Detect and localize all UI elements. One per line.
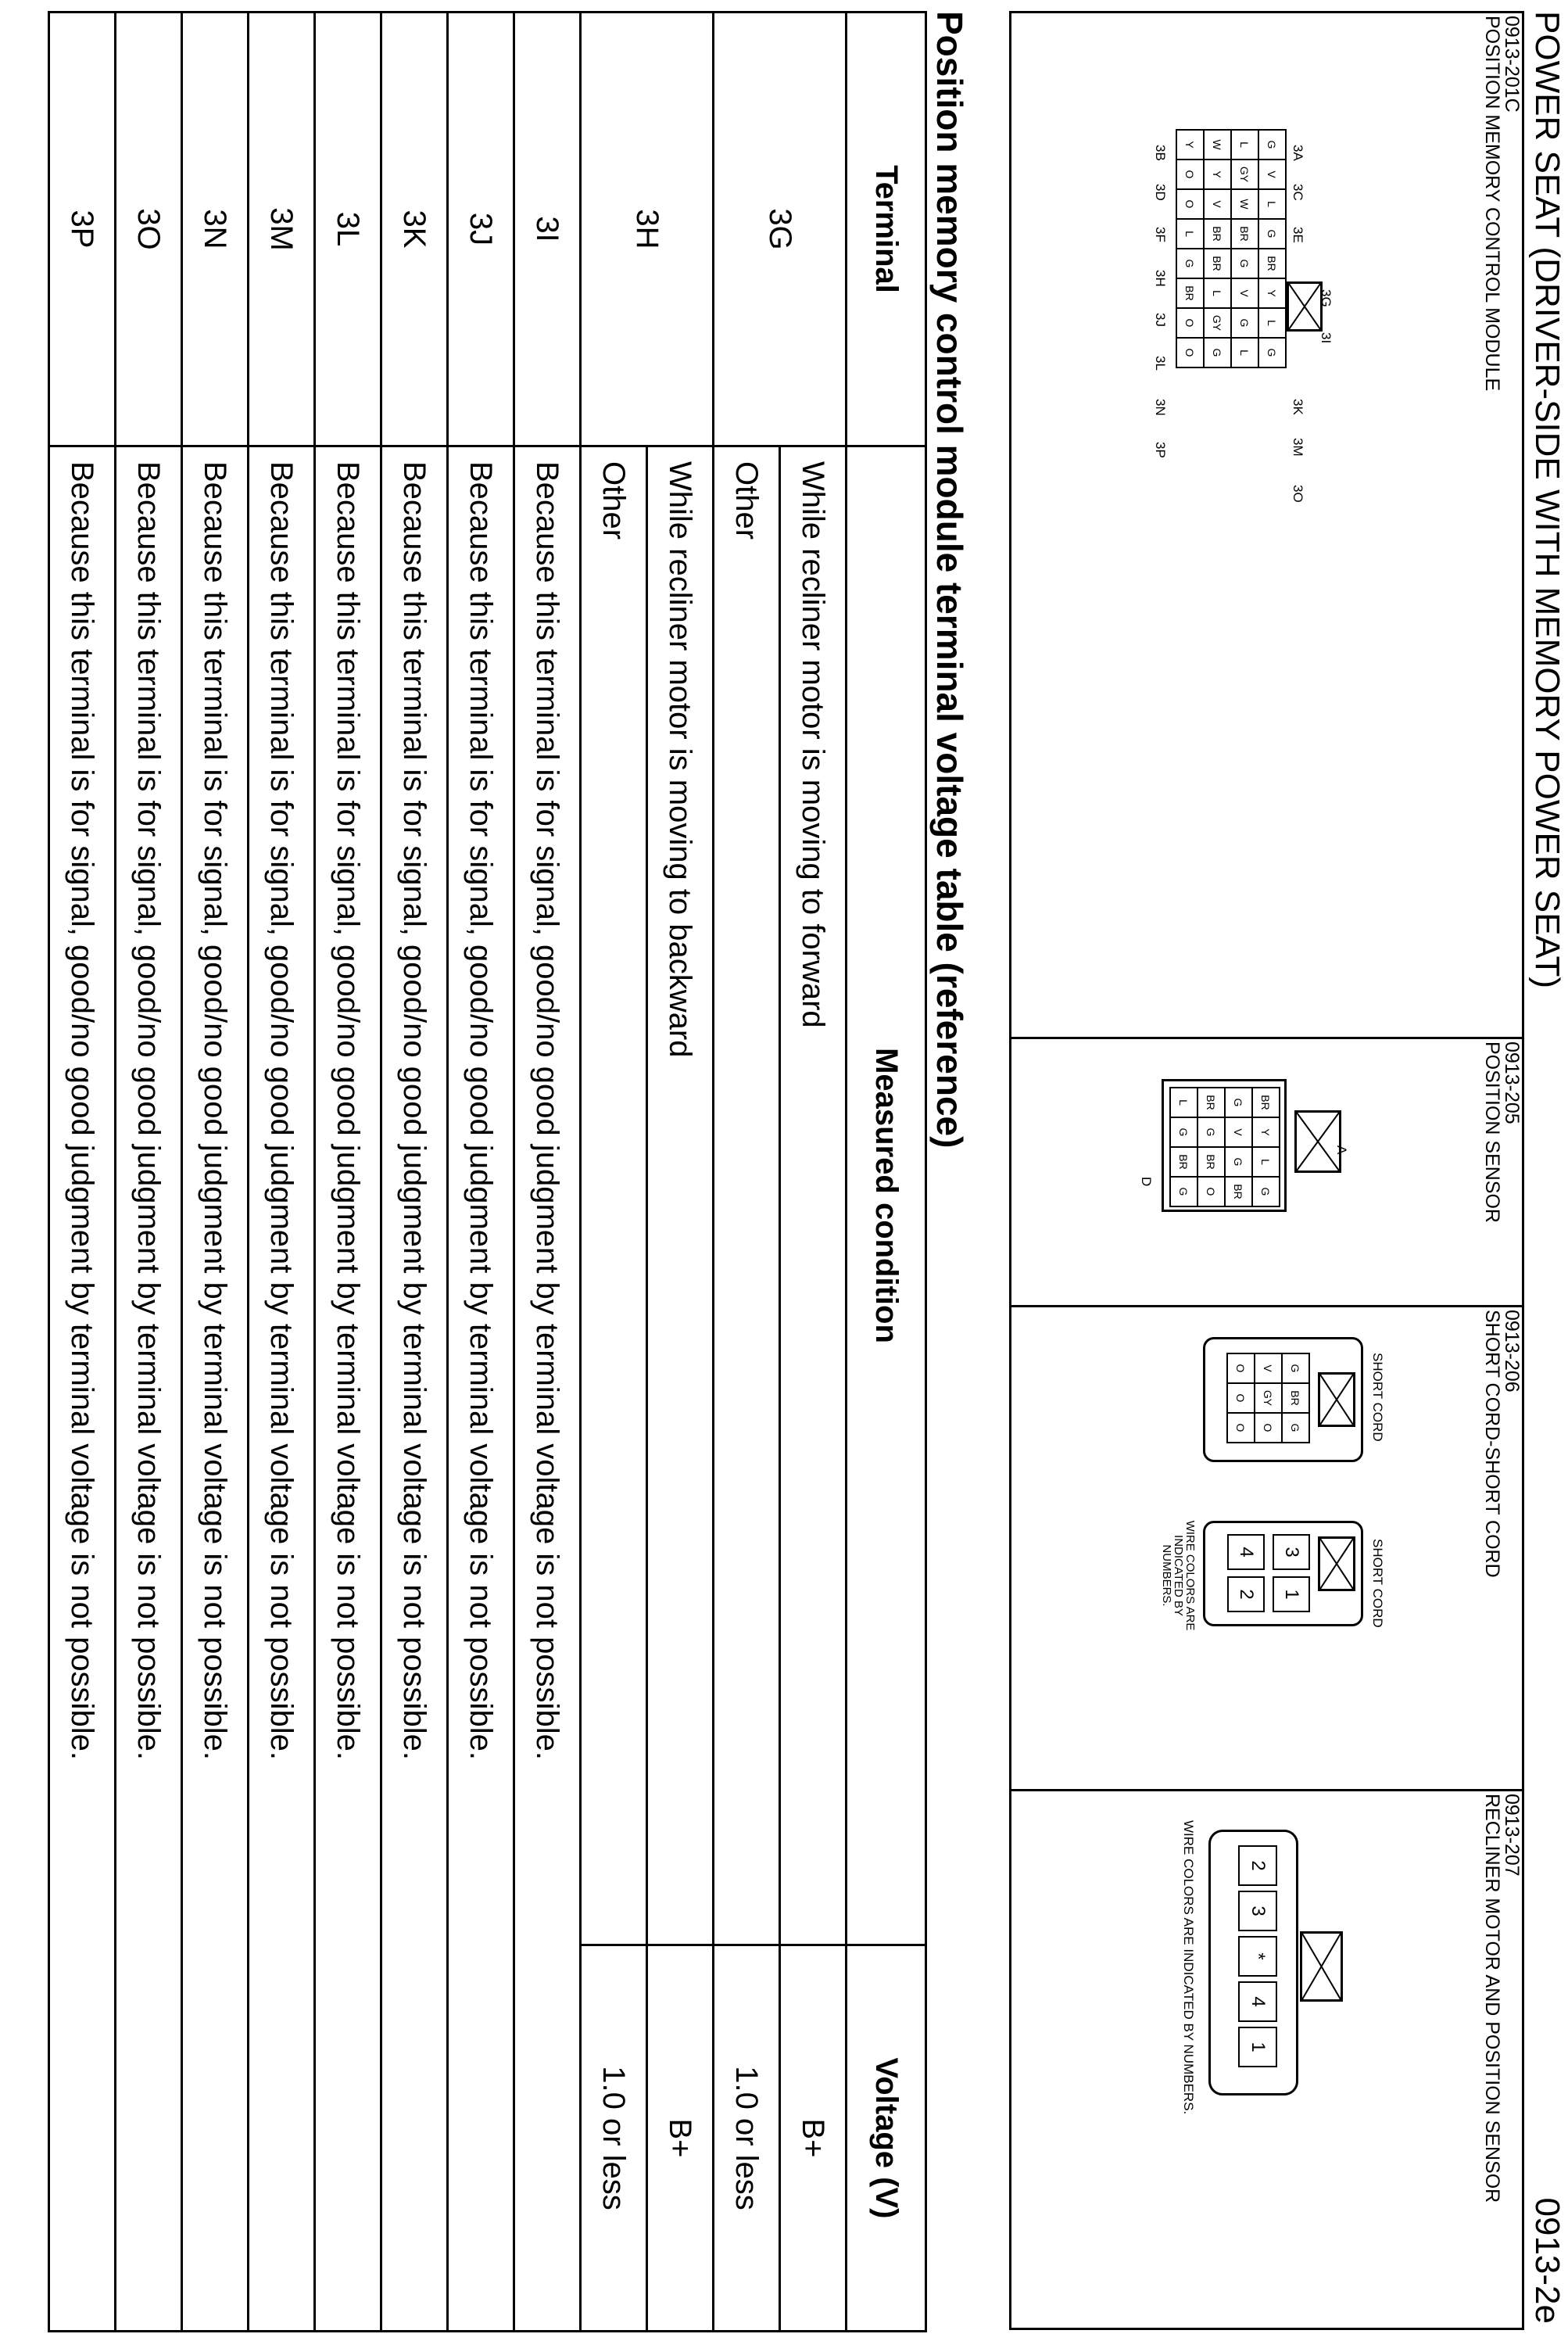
terminal-cell: 3L [315,13,381,446]
pin-cell: O [1176,308,1204,338]
pin-cell: L [1231,338,1258,367]
header-voltage: Voltage (V) [847,1945,926,2332]
panel-divider [1009,1037,1524,1039]
panel-divider [1009,1789,1524,1791]
pin-cell: G [1282,1353,1309,1383]
pin-cell: BR [1204,249,1231,278]
terminal-cell: 3P [49,13,116,446]
pin-cell: L [1252,1147,1280,1177]
short-cord-label: SHORT CORD [1370,1353,1385,1442]
pin-cell: * [1238,1936,1277,1977]
pin-cell: BR [1231,219,1258,249]
pin-cell: O [1227,1413,1255,1443]
terminal-cell: 3K [381,13,448,446]
pin-cell: BR [1225,1177,1252,1206]
pin-cell: 4 [1238,1981,1277,2022]
terminal-cell: 3O [116,13,182,446]
voltage-cell: B+ [647,1945,714,2332]
pin-cell: 3 [1238,1891,1277,1931]
pin-cell: GY [1204,308,1231,338]
panel-divider [1009,1305,1524,1307]
wire-color-note: WIRE COLORS ARE INDICATED BY NUMBERS. [1160,1520,1197,1631]
pin-label-top: 3I [1319,332,1334,344]
pin-label-d: D [1139,1177,1154,1187]
header-terminal: Terminal [847,13,926,446]
table-row [647,13,714,2332]
pin-cell: O [1176,160,1204,189]
pin-cell: 2 [1227,1576,1265,1612]
pin-label-bottom: 3D [1153,184,1168,201]
connector-latch-icon [1318,1372,1355,1427]
pin-label-top: 3G [1319,289,1334,307]
pin-cell: L [1176,219,1204,249]
connector-205-grid [1169,1087,1280,1207]
pin-cell: BR [1204,219,1231,249]
pin-cell: 4 [1227,1534,1265,1570]
pin-cell: W [1231,189,1258,219]
table-row [448,13,514,2332]
pin-cell: BR [1197,1088,1225,1117]
pin-label-top: 3A [1291,145,1305,161]
condition-cell: Other [581,446,647,1945]
pin-cell: V [1225,1117,1252,1147]
pin-cell: L [1204,278,1231,308]
terminal-cell: 3H [581,13,714,446]
pin-label-bottom: 3J [1153,313,1168,327]
pin-cell: BR [1252,1088,1280,1117]
condition-cell: Because this terminal is for signal, good/no good judgment by terminal voltage is not possible. [116,446,182,2332]
connector-latch-icon [1318,1536,1355,1591]
pin-cell: BR [1258,249,1286,278]
pin-cell: Y [1176,130,1204,160]
pin-cell: G [1197,1117,1225,1147]
connector-latch-icon [1300,1931,1343,2002]
connector-207-caption: 0913-207 RECLINER MOTOR AND POSITION SENSOR [1481,1794,1523,2203]
pin-label-bottom: 3P [1153,442,1168,458]
pin-cell: BR [1170,1147,1197,1177]
table-header-row [847,13,926,2332]
pin-cell: G [1170,1117,1197,1147]
condition-cell: Other [714,446,780,1945]
pin-cell: O [1176,189,1204,219]
voltage-table [48,11,927,2332]
terminal-cell: 3J [448,13,514,446]
header-condition: Measured condition [847,446,926,1945]
condition-cell: Because this terminal is for signal, good/no good judgment by terminal voltage is not possible. [448,446,514,2332]
pin-cell: V [1258,160,1286,189]
table-row [182,13,249,2332]
condition-cell: While recliner motor is moving to forward [780,446,847,1945]
short-cord-label: SHORT CORD [1370,1539,1385,1628]
pin-cell: BR [1197,1147,1225,1177]
terminal-cell: 3G [714,13,847,446]
pin-cell: L [1258,189,1286,219]
pin-label-top: 3M [1291,438,1305,457]
pin-cell: G [1204,338,1231,367]
pin-cell: G [1176,249,1204,278]
pin-label-bottom: 3N [1153,399,1168,416]
connector-206-caption: 0913-206 SHORT CORD-SHORT CORD [1481,1310,1523,1578]
condition-cell: Because this terminal is for signal, good/no good judgment by terminal voltage is not possible. [249,446,315,2332]
pin-cell: BR [1176,278,1204,308]
condition-cell: Because this terminal is for signal, good/no good judgment by terminal voltage is not possible. [514,446,581,2332]
condition-cell: Because this terminal is for signal, good/no good judgment by terminal voltage is not possible. [182,446,249,2332]
pin-label-bottom: 3L [1153,356,1168,371]
pin-cell: Y [1258,278,1286,308]
pin-label-bottom: 3B [1153,145,1168,161]
pin-cell: W [1204,130,1231,160]
table-title: Position memory control module terminal voltage table (reference) [929,11,970,1149]
pin-cell: V [1231,278,1258,308]
connector-201c-caption: 0913-201C POSITION MEMORY CONTROL MODULE [1481,16,1523,392]
pin-cell: O [1176,338,1204,367]
pin-cell: O [1255,1413,1282,1443]
terminal-cell: 3N [182,13,249,446]
pin-cell: G [1225,1088,1252,1117]
pin-cell: Y [1204,160,1231,189]
pin-cell: G [1258,219,1286,249]
pin-cell: V [1204,189,1231,219]
table-row [116,13,182,2332]
table-row [315,13,381,2332]
pin-cell: 3 [1273,1534,1310,1570]
condition-cell: Because this terminal is for signal, good/no good judgment by terminal voltage is not possible. [315,446,381,2332]
page-code: 0913-2e [1528,2197,1566,2324]
voltage-cell: B+ [780,1945,847,2332]
table-row [49,13,116,2332]
pin-cell: 2 [1238,1845,1277,1886]
connector-latch-icon [1294,1110,1341,1173]
pin-cell: G [1231,308,1258,338]
pin-cell: O [1227,1353,1255,1383]
condition-cell: Because this terminal is for signal, good/no good judgment by terminal voltage is not possible. [381,446,448,2332]
pin-cell: Y [1252,1117,1280,1147]
pin-cell: G [1170,1177,1197,1206]
wire-color-note: WIRE COLORS ARE INDICATED BY NUMBERS. [1181,1820,1196,2115]
short-cord-grid-left [1226,1353,1310,1443]
pin-cell: 1 [1238,2027,1277,2067]
pin-label-top: 3E [1291,227,1305,243]
pin-cell: V [1255,1353,1282,1383]
voltage-cell: 1.0 or less [581,1945,647,2332]
pin-cell: G [1282,1413,1309,1443]
pin-label-bottom: 3F [1153,227,1168,242]
pin-cell: GY [1231,160,1258,189]
pin-cell: L [1231,130,1258,160]
terminal-cell: 3I [514,13,581,446]
pin-label-top: 3K [1291,399,1305,415]
terminal-cell: 3M [249,13,315,446]
table-row [780,13,847,2332]
voltage-cell: 1.0 or less [714,1945,780,2332]
pin-label-top: 3C [1291,184,1305,201]
pin-cell: G [1258,130,1286,160]
table-row [381,13,448,2332]
pin-cell: O [1227,1383,1255,1413]
pin-cell: G [1258,338,1286,367]
pin-cell: BR [1282,1383,1309,1413]
pin-cell: L [1170,1088,1197,1117]
table-row [249,13,315,2332]
table-row [514,13,581,2332]
pin-label-top: 3O [1291,485,1305,503]
pin-cell: L [1258,308,1286,338]
condition-cell: Because this terminal is for signal, good/no good judgment by terminal voltage is not possible. [49,446,116,2332]
pin-label-bottom: 3H [1153,270,1168,287]
condition-cell: While recliner motor is moving to backward [647,446,714,1945]
pin-cell: GY [1255,1383,1282,1413]
page-title: POWER SEAT (DRIVER-SIDE WITH MEMORY POWER SEAT) [1528,11,1566,989]
pin-cell: G [1231,249,1258,278]
pin-cell: G [1225,1147,1252,1177]
connector-205-caption: 0913-205 POSITION SENSOR [1481,1041,1523,1223]
pin-label-a: A [1334,1145,1349,1155]
pin-cell: O [1197,1177,1225,1206]
pin-cell: 1 [1273,1576,1310,1612]
connector-201c-grid [1176,129,1287,368]
pin-cell: G [1252,1177,1280,1206]
